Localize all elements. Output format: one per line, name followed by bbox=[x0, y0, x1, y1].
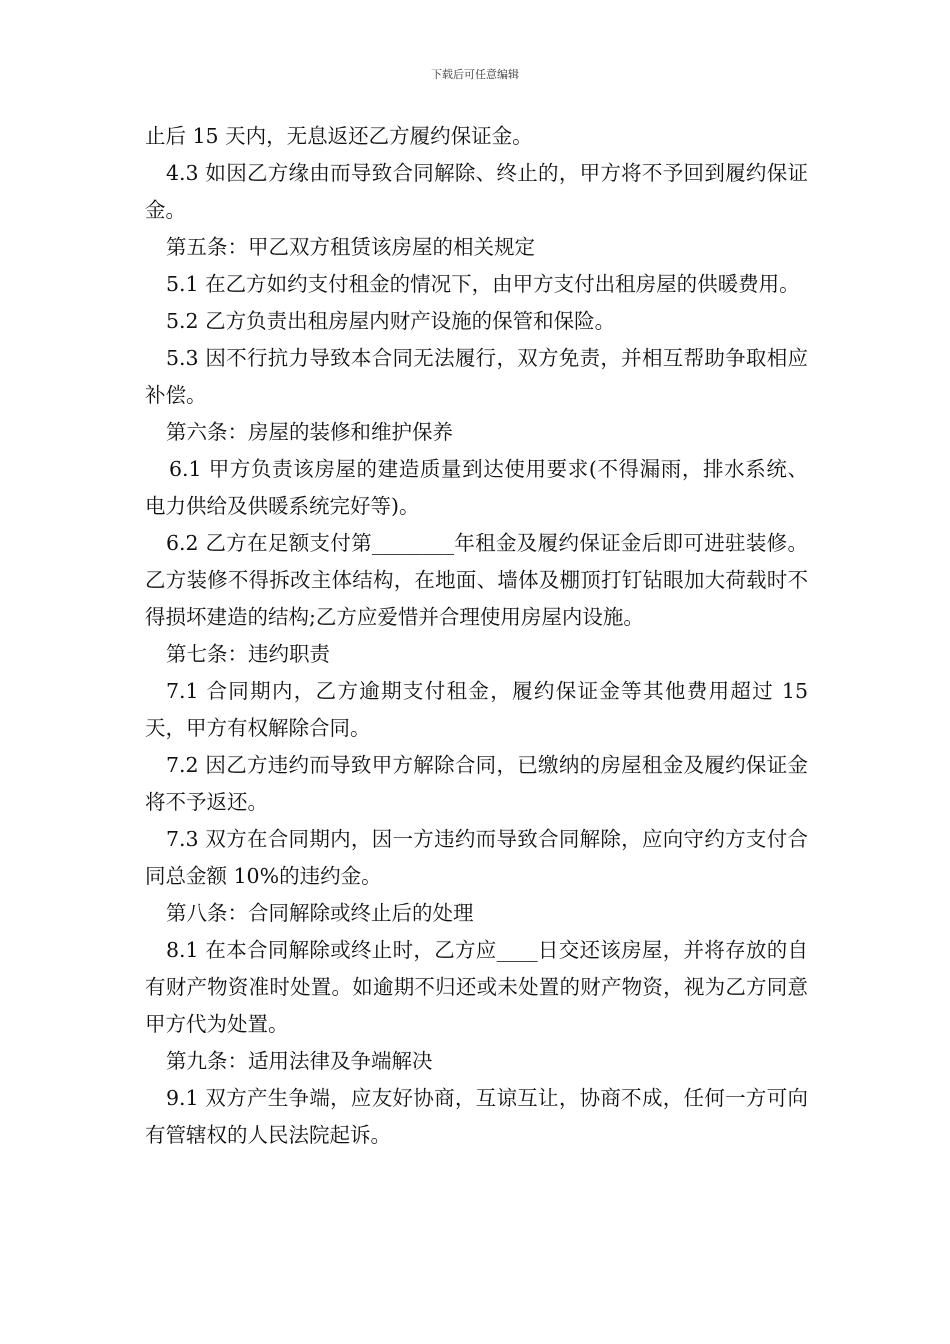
article-heading: 第八条：合同解除或终止后的处理 bbox=[166, 901, 474, 925]
clause-7-1: 7.1 合同期内，乙方逾期支付租金，履约保证金等其他费用超过 15 天，甲方有权解除合同。 bbox=[145, 679, 808, 740]
clause-7-3: 7.3 双方在合同期内，因一方违约而导致合同解除，应向守约方支付合同总金额 10%的违约金。 bbox=[145, 827, 808, 888]
page-header: 下载后可任意编辑 bbox=[431, 68, 519, 81]
document-body bbox=[145, 118, 808, 1154]
clause-5-1: 5.1 在乙方如约支付租金的情况下，由甲方支付出租房屋的供暖费用。 bbox=[166, 272, 800, 296]
article-heading: 第五条：甲乙双方租赁该房屋的相关规定 bbox=[166, 235, 535, 259]
article-heading: 第九条：适用法律及争端解决 bbox=[166, 1049, 433, 1073]
clause-8-1: 8.1 在本合同解除或终止时，乙方应____日交还该房屋，并将存放的自有财产物资准时处置。如逾期不归还或未处置的财产物资，视为乙方同意甲方代为处置。 bbox=[145, 938, 808, 1036]
clause-4-3: 4.3 如因乙方缘由而导致合同解除、终止的，甲方将不予回到履约保证金。 bbox=[145, 161, 808, 222]
clause-7-2: 7.2 因乙方违约而导致甲方解除合同，已缴纳的房屋租金及履约保证金将不予返还。 bbox=[145, 753, 808, 814]
paragraph: 止后 15 天内，无息返还乙方履约保证金。 bbox=[145, 124, 533, 148]
article-heading: 第六条：房屋的装修和维护保养 bbox=[166, 420, 453, 444]
article-heading: 第七条：违约职责 bbox=[166, 642, 330, 666]
clause-6-2: 6.2 乙方在足额支付第________年租金及履约保证金后即可进驻装修。乙方装修不得拆改主体结构，在地面、墙体及棚顶打钉钻眼加大荷载时不得损坏建造的结构;乙方应爱惜并合理使用房屋内设施。 bbox=[145, 531, 808, 629]
clause-9-1: 9.1 双方产生争端，应友好协商，互谅互让，协商不成，任何一方可向有管辖权的人民法院起诉。 bbox=[145, 1086, 808, 1147]
clause-6-1: 6.1 甲方负责该房屋的建造质量到达使用要求(不得漏雨，排水系统、电力供给及供暖系统完好等)。 bbox=[145, 457, 808, 518]
clause-5-3: 5.3 因不行抗力导致本合同无法履行，双方免责，并相互帮助争取相应补偿。 bbox=[145, 346, 808, 407]
clause-5-2: 5.2 乙方负责出租房屋内财产设施的保管和保险。 bbox=[166, 309, 616, 333]
